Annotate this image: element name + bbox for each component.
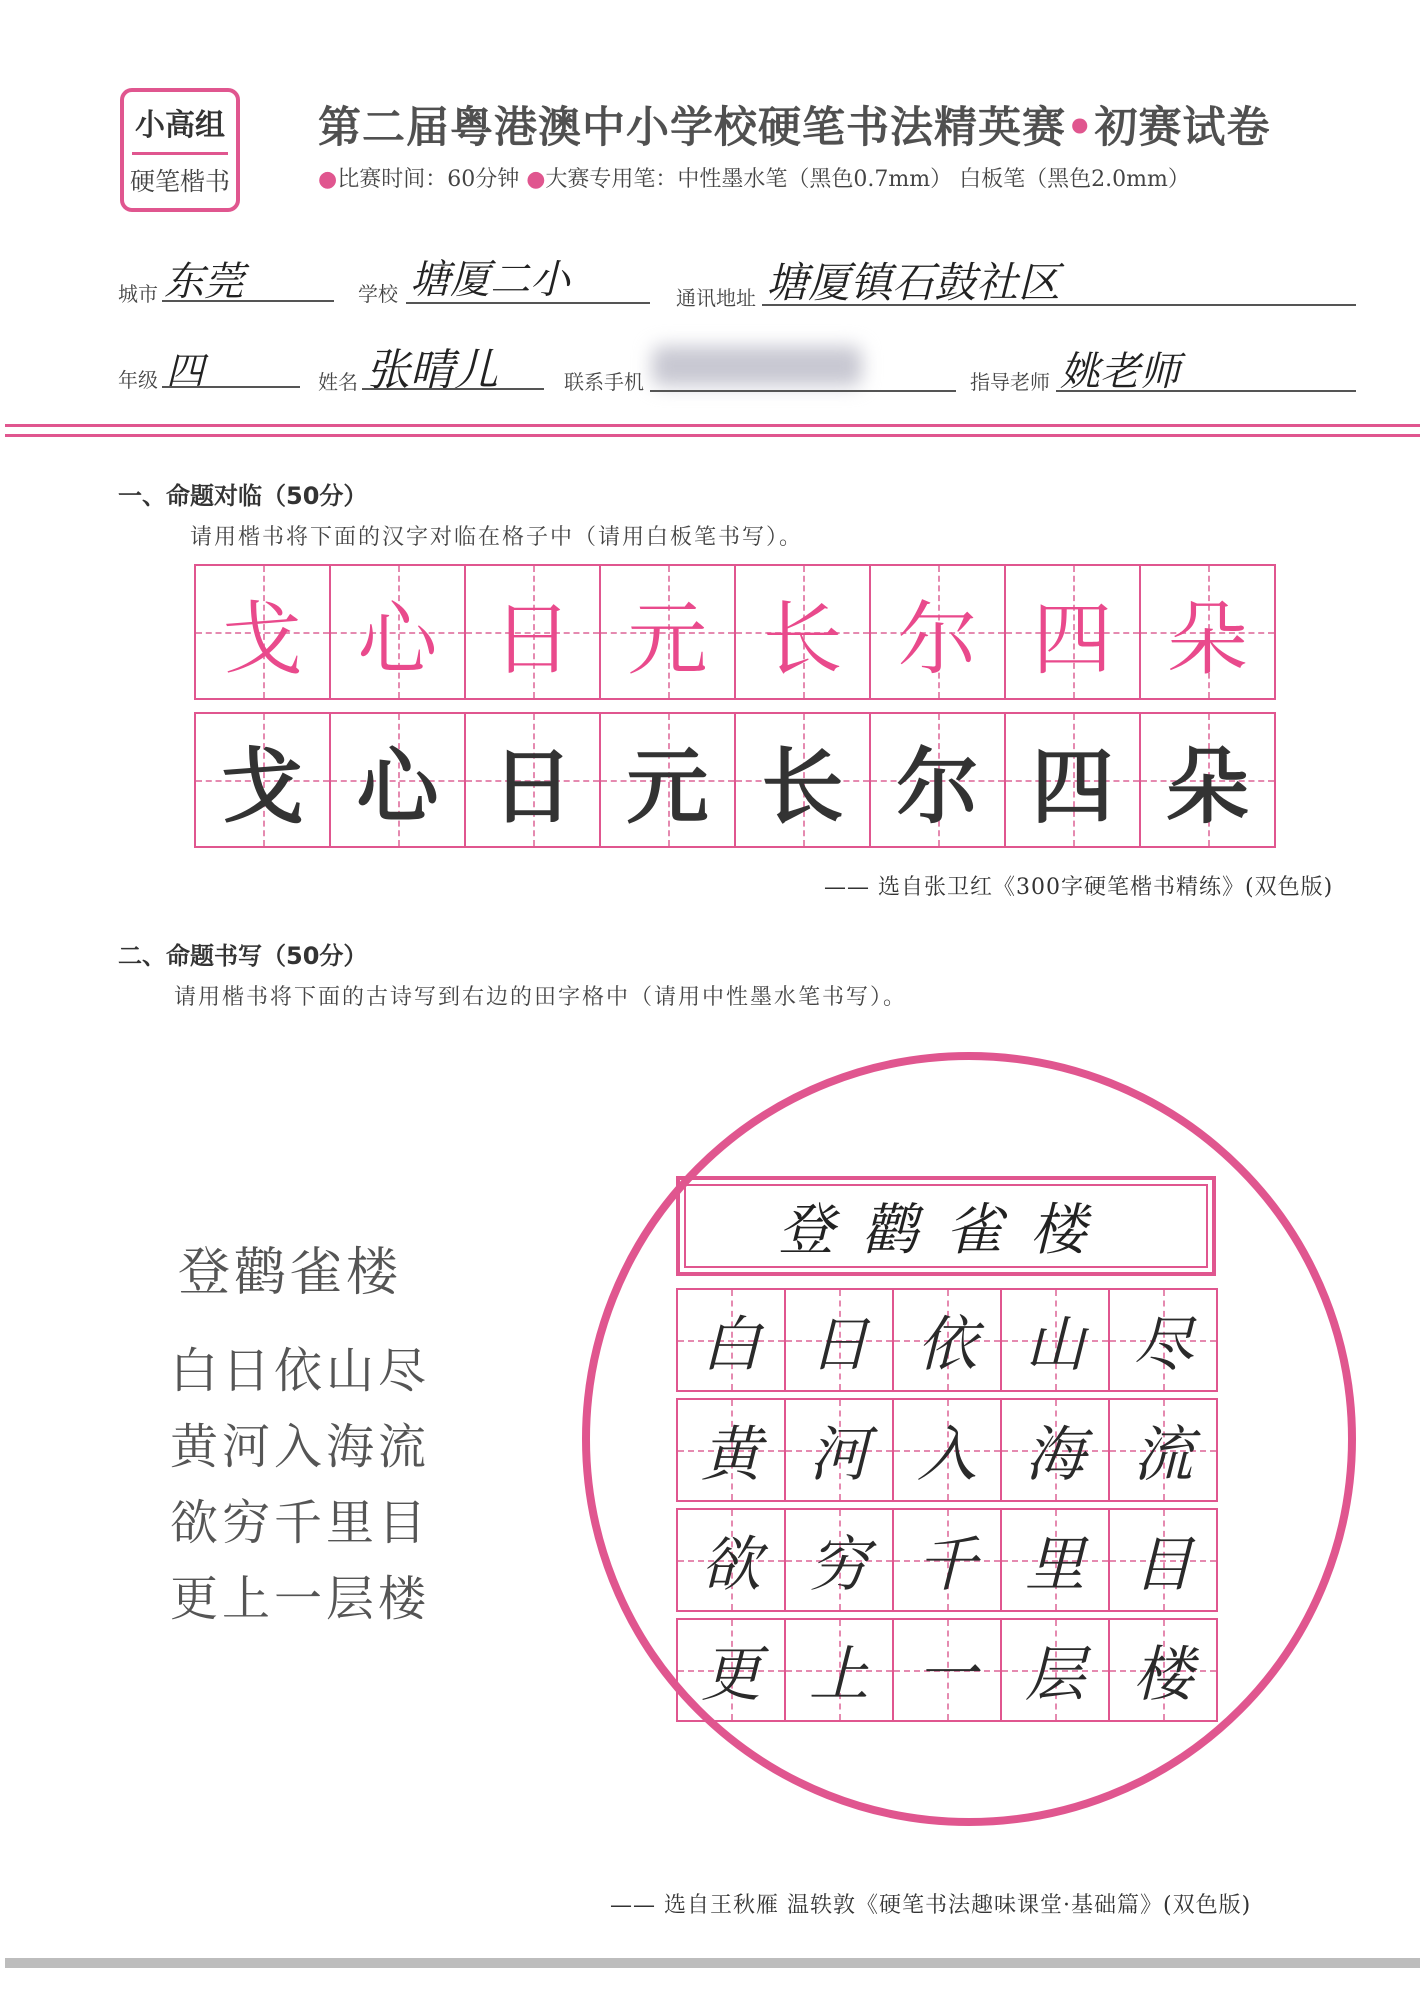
footer-bar: [5, 1958, 1420, 1968]
grid-char: 黄: [701, 1420, 761, 1490]
grid-char: 日: [491, 739, 574, 835]
grid-char: 里: [1025, 1530, 1085, 1600]
grid-cell: [331, 714, 466, 848]
grid-cell: [678, 1510, 786, 1612]
grid-char: 山: [1025, 1310, 1085, 1380]
grid-char: 心: [357, 592, 438, 686]
grid-char: 欲: [701, 1530, 761, 1600]
name-value: 张晴儿: [366, 345, 498, 396]
section1-instruction: 请用楷书将下面的汉字对临在格子中（请用白板笔书写）。: [190, 525, 804, 550]
model-char-grid: [194, 564, 1276, 700]
grid-cell: [1141, 566, 1276, 700]
poem-line: 欲穷千里目: [170, 1495, 431, 1551]
grid-char: 朵: [1166, 739, 1249, 835]
written-title: 登鹳雀楼: [778, 1198, 1114, 1263]
grid-char: 长: [761, 739, 844, 835]
section1-citation: —— 选自张卫红《300字硬笔楷书精练》(双色版): [824, 875, 1334, 900]
grid-char: 一: [917, 1640, 977, 1710]
grid-cell: [871, 714, 1006, 848]
written-char-grid: [194, 712, 1276, 848]
grid-cell: [786, 1510, 894, 1612]
grid-char: 心: [356, 739, 439, 835]
grid-cell: [466, 714, 601, 848]
grid-char: 日: [492, 592, 573, 686]
grid-cell: [1002, 1290, 1110, 1392]
section2-citation: —— 选自王秋雁 温轶敦《硬笔书法趣味课堂·基础篇》(双色版): [610, 1893, 1252, 1918]
written-title-box: [676, 1176, 1216, 1276]
grid-char: 楼: [1133, 1640, 1193, 1710]
grid-char: 四: [1031, 739, 1114, 835]
school-underline: [406, 302, 650, 304]
poem-grid-row: [676, 1288, 1218, 1392]
grid-cell: [601, 714, 736, 848]
grid-cell: [1002, 1400, 1110, 1502]
grid-cell: [786, 1290, 894, 1392]
name-label: 姓名: [318, 370, 358, 394]
grid-cell: [871, 566, 1006, 700]
exam-time: 比赛时间：60分钟: [337, 167, 520, 192]
title-main: 第二届粤港澳中小学校硬笔书法精英赛: [318, 103, 1066, 153]
school-label: 学校: [358, 282, 398, 306]
poem-line: 白日依山尽: [170, 1343, 431, 1399]
grid-char: 尔: [897, 592, 978, 686]
grid-cell: [1006, 714, 1141, 848]
grid-char: 层: [1025, 1640, 1085, 1710]
header-divider: [5, 424, 1420, 427]
grid-cell: [678, 1290, 786, 1392]
phone-redacted: [652, 346, 862, 386]
grid-char: 上: [809, 1640, 869, 1710]
grid-char: 尔: [896, 739, 979, 835]
badge-style: 硬笔楷书: [129, 167, 230, 196]
grid-cell: [1006, 566, 1141, 700]
grid-cell: [1110, 1510, 1218, 1612]
poem-title: 登鹳雀楼: [178, 1243, 403, 1303]
grid-cell: [1002, 1620, 1110, 1722]
grid-char: 白: [701, 1310, 761, 1380]
grid-cell: [1141, 714, 1276, 848]
badge-group: 小高组: [135, 108, 225, 143]
grid-char: 千: [917, 1530, 977, 1600]
grid-char: 依: [917, 1310, 977, 1380]
address-label: 通讯地址: [676, 286, 756, 310]
grid-cell: [894, 1510, 1002, 1612]
poem-lines: [170, 1333, 430, 1637]
bullet-icon: ●: [526, 167, 546, 192]
grid-char: 目: [1133, 1530, 1193, 1600]
poem-line: 黄河入海流: [170, 1419, 431, 1475]
poem-grid-row: [676, 1618, 1218, 1722]
grid-cell: [678, 1400, 786, 1502]
grid-char: 尽: [1133, 1310, 1193, 1380]
grid-char: 元: [627, 592, 708, 686]
city-label: 城市: [118, 282, 158, 306]
teacher-value: 姚老师: [1060, 349, 1180, 395]
grid-cell: [894, 1290, 1002, 1392]
badge-divider: [132, 152, 228, 155]
school-value: 塘厦二小: [410, 257, 570, 303]
grid-cell: [736, 714, 871, 848]
grid-char: 戈: [221, 739, 304, 835]
grid-cell: [1002, 1510, 1110, 1612]
poem-text: [170, 1230, 430, 1637]
title-dot: •: [1066, 103, 1095, 153]
city-value: 东莞: [164, 259, 244, 305]
grid-cell: [196, 714, 331, 848]
grid-cell: [196, 566, 331, 700]
poem-grid-row: [676, 1508, 1218, 1612]
grid-cell: [1110, 1400, 1218, 1502]
bullet-icon: ●: [318, 167, 338, 192]
section1-title: 一、命题对临（50分）: [118, 482, 368, 510]
exam-pen: 大赛专用笔：中性墨水笔（黑色0.7mm） 白板笔（黑色2.0mm）: [545, 167, 1190, 192]
address-value: 塘厦镇石鼓社区: [766, 258, 1061, 307]
grid-char: 元: [626, 739, 709, 835]
grid-cell: [786, 1620, 894, 1722]
page-title: [318, 94, 1270, 155]
grid-char: 穷: [809, 1530, 869, 1600]
grid-char: 河: [809, 1420, 869, 1490]
grid-char: 戈: [222, 592, 303, 686]
grid-cell: [894, 1620, 1002, 1722]
grid-cell: [786, 1400, 894, 1502]
city-underline: [162, 300, 334, 302]
grid-cell: [1110, 1290, 1218, 1392]
poem-grid-row: [676, 1398, 1218, 1502]
phone-label: 联系手机: [564, 370, 644, 394]
poem-line: 更上一层楼: [170, 1571, 431, 1627]
grid-char: 更: [701, 1640, 761, 1710]
address-underline: [762, 304, 1356, 306]
grid-cell: [736, 566, 871, 700]
section2-instruction: 请用楷书将下面的古诗写到右边的田字格中（请用中性墨水笔书写）。: [174, 985, 908, 1010]
grid-char: 四: [1032, 592, 1113, 686]
grid-char: 流: [1133, 1420, 1193, 1490]
teacher-label: 指导老师: [970, 370, 1050, 394]
group-badge: [120, 88, 240, 212]
grid-char: 海: [1025, 1420, 1085, 1490]
grid-cell: [894, 1400, 1002, 1502]
header-divider-2: [5, 434, 1420, 437]
title-tail: 初赛试卷: [1094, 103, 1271, 153]
grid-cell: [466, 566, 601, 700]
phone-underline: [650, 390, 956, 392]
grid-cell: [331, 566, 466, 700]
grid-char: 入: [917, 1420, 977, 1490]
grid-char: 长: [762, 592, 843, 686]
exam-info: [318, 162, 1190, 193]
grid-cell: [601, 566, 736, 700]
grid-cell: [678, 1620, 786, 1722]
grade-value: 四: [166, 349, 205, 393]
grid-char: 日: [809, 1310, 869, 1380]
grid-char: 朵: [1167, 592, 1248, 686]
section2-title: 二、命题书写（50分）: [118, 942, 368, 970]
grade-underline: [162, 386, 300, 388]
name-underline: [362, 388, 544, 390]
teacher-underline: [1056, 390, 1356, 392]
grid-cell: [1110, 1620, 1218, 1722]
grade-label: 年级: [118, 368, 158, 392]
